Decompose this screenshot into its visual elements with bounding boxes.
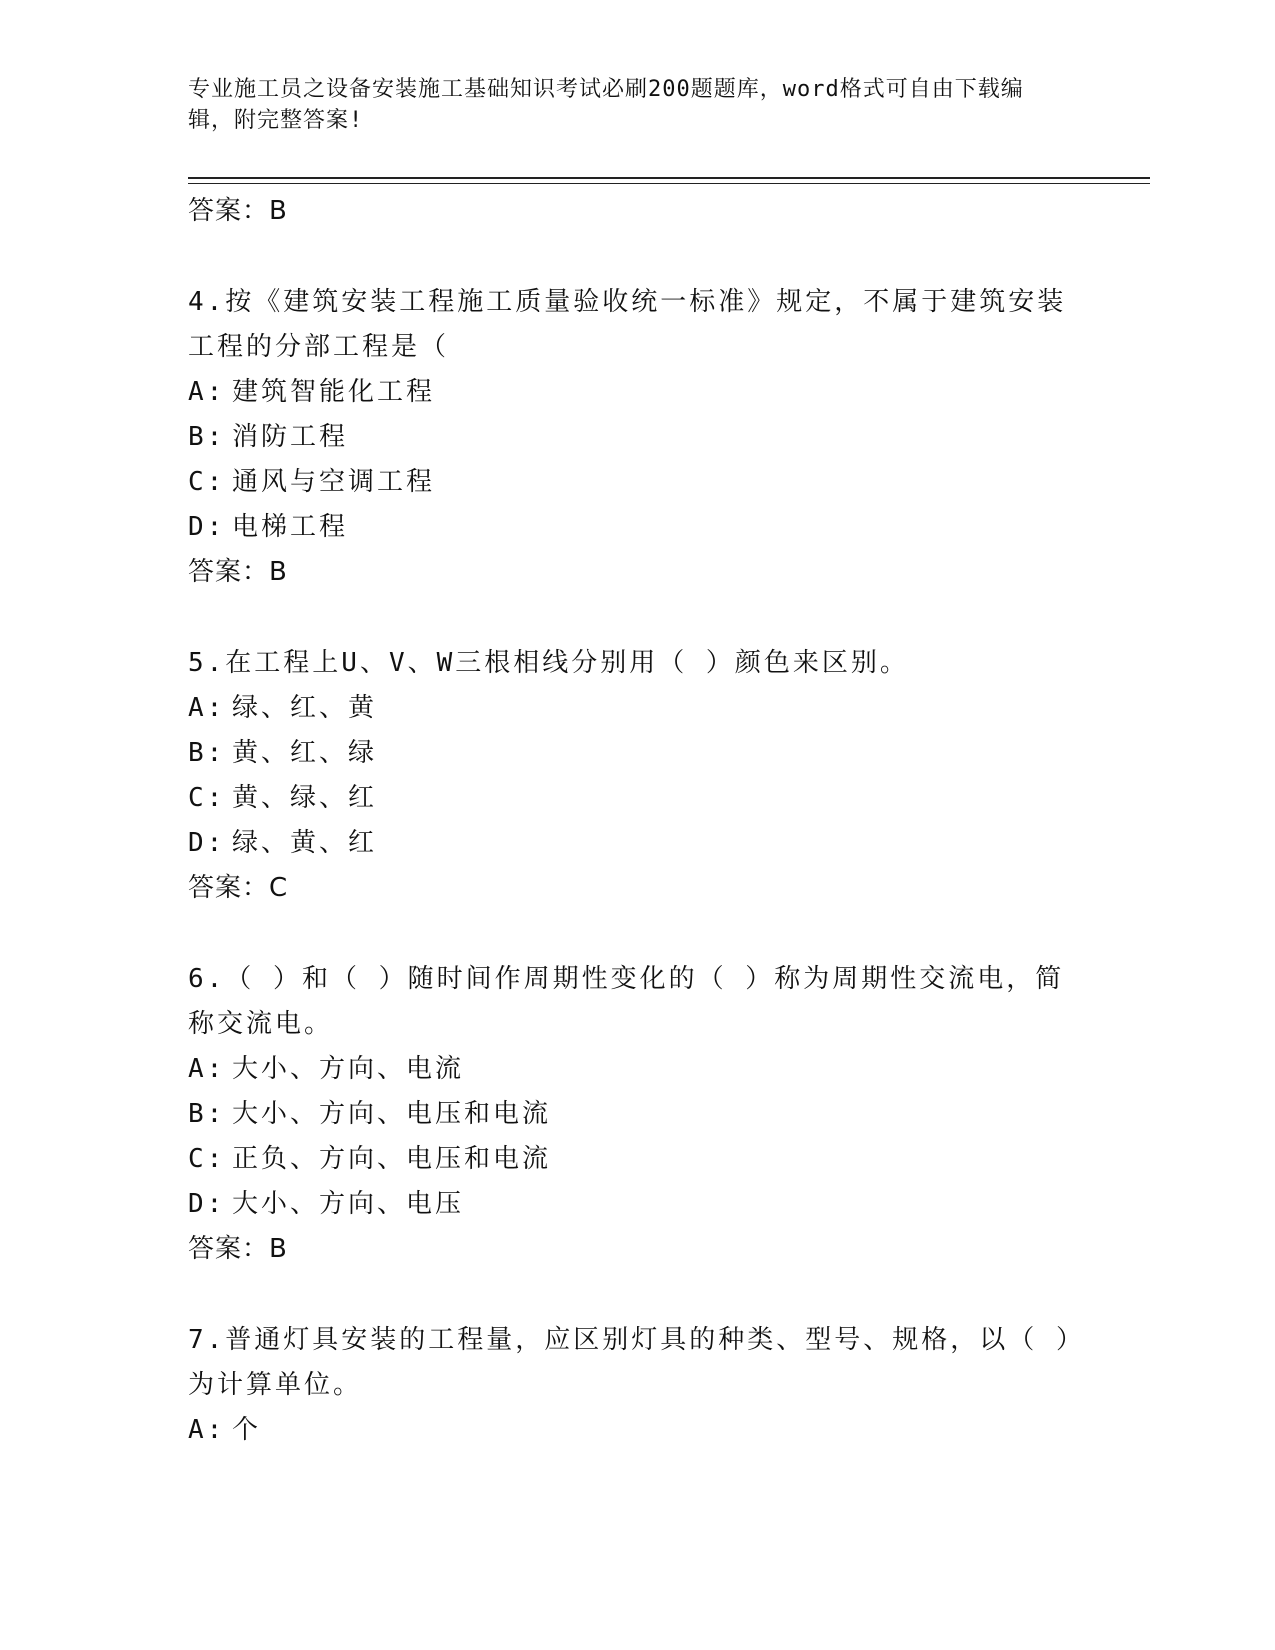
question-stem: 6.（ ）和（ ）随时间作周期性变化的（ ）称为周期性交流电，简称交流电。 bbox=[188, 964, 1065, 1039]
question-stem: 7.普通灯具安装的工程量，应区别灯具的种类、型号、规格，以（ ）为计算单位。 bbox=[188, 1325, 1085, 1400]
answer-option bbox=[188, 686, 1088, 731]
option-text: 大小、方向、电流 bbox=[232, 1054, 465, 1084]
option-text: 电梯工程 bbox=[232, 512, 349, 542]
option-letter: D: bbox=[188, 512, 226, 542]
answer-option bbox=[188, 1137, 1088, 1182]
option-letter: B: bbox=[188, 422, 226, 452]
answer-option bbox=[188, 1047, 1088, 1092]
header-divider-thick bbox=[188, 177, 1150, 179]
answer-option bbox=[188, 821, 1088, 866]
answer-line: 答案：C bbox=[188, 873, 289, 903]
option-text: 个 bbox=[232, 1415, 262, 1445]
option-letter: A: bbox=[188, 1415, 226, 1445]
answer-line: 答案：B bbox=[188, 196, 288, 226]
option-letter: A: bbox=[188, 1054, 226, 1084]
answer-option bbox=[188, 460, 1088, 505]
question-block bbox=[188, 1318, 1088, 1453]
option-text: 消防工程 bbox=[232, 422, 349, 452]
header-divider-thin bbox=[188, 183, 1150, 184]
option-letter: D: bbox=[188, 1189, 226, 1219]
option-text: 建筑智能化工程 bbox=[232, 377, 436, 407]
option-letter: B: bbox=[188, 738, 226, 768]
question-stem: 5.在工程上U、V、W三根相线分别用（ ）颜色来区别。 bbox=[188, 648, 909, 678]
question-block bbox=[188, 957, 1088, 1272]
answer-option bbox=[188, 1408, 1088, 1453]
option-text: 通风与空调工程 bbox=[232, 467, 436, 497]
question-stem: 4.按《建筑安装工程施工质量验收统一标准》规定，不属于建筑安装工程的分部工程是（ bbox=[188, 287, 1067, 362]
questions-container bbox=[188, 280, 1088, 1453]
option-letter: C: bbox=[188, 1144, 226, 1174]
option-letter: C: bbox=[188, 783, 226, 813]
option-text: 大小、方向、电压和电流 bbox=[232, 1099, 552, 1129]
document-header: 专业施工员之设备安装施工基础知识考试必刷200题题库，word格式可自由下载编辑，附完整答案! bbox=[188, 77, 1024, 133]
answer-option bbox=[188, 415, 1088, 460]
option-text: 大小、方向、电压 bbox=[232, 1189, 465, 1219]
question-list bbox=[188, 189, 1088, 1453]
question-block bbox=[188, 641, 1088, 911]
question-block bbox=[188, 280, 1088, 595]
option-text: 绿、红、黄 bbox=[232, 693, 378, 723]
option-letter: C: bbox=[188, 467, 226, 497]
answer-line: 答案：B bbox=[188, 557, 288, 587]
answer-option bbox=[188, 731, 1088, 776]
option-text: 黄、绿、红 bbox=[232, 783, 378, 813]
answer-line: 答案：B bbox=[188, 1234, 288, 1264]
answer-option bbox=[188, 505, 1088, 550]
option-letter: D: bbox=[188, 828, 226, 858]
option-text: 黄、红、绿 bbox=[232, 738, 378, 768]
answer-option bbox=[188, 370, 1088, 415]
option-letter: B: bbox=[188, 1099, 226, 1129]
option-letter: A: bbox=[188, 377, 226, 407]
answer-option bbox=[188, 1092, 1088, 1137]
option-text: 绿、黄、红 bbox=[232, 828, 378, 858]
answer-option bbox=[188, 1182, 1088, 1227]
option-text: 正负、方向、电压和电流 bbox=[232, 1144, 552, 1174]
answer-option bbox=[188, 776, 1088, 821]
option-letter: A: bbox=[188, 693, 226, 723]
